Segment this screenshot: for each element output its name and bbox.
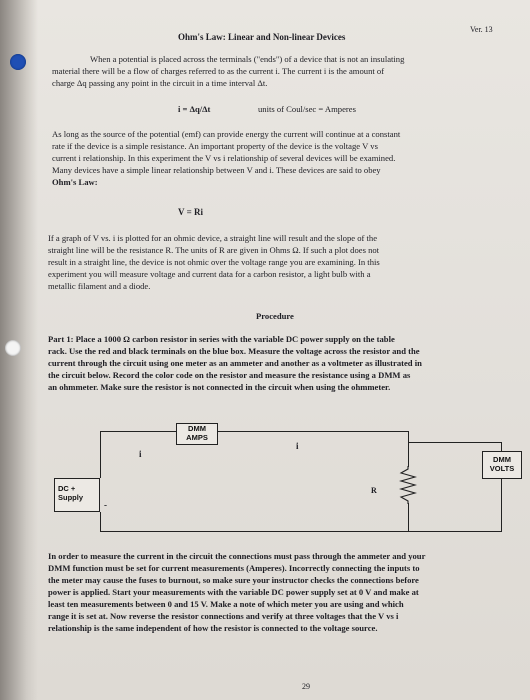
page-number: 29 [302, 682, 310, 691]
current-label-right: i [296, 441, 299, 451]
para3-line-3: result in a straight line, the device is not ohmic over the voltage range you are examining. In this [48, 257, 380, 267]
para2-line-1: As long as the source of the potential (emf) can provide energy the current will continue at a constant [52, 129, 401, 139]
intro-line-3: charge Δq passing any point in the circuit in a time interval Δt. [52, 78, 268, 88]
supply-label-dc: DC + [58, 484, 76, 493]
supply-label-supply: Supply [58, 493, 84, 502]
voltmeter-label-dmm: DMM [493, 455, 511, 464]
voltmeter-label-volts: VOLTS [489, 464, 515, 473]
voltmeter-right-wire-bottom [501, 478, 502, 532]
para4-line-6: range it is set at. Now reverse the resistor connections and verify at three voltages that the V vs i [48, 611, 399, 621]
part1-line-1: Part 1: Place a 1000 Ω carbon resistor in series with the variable DC power supply on the table [48, 334, 395, 344]
intro-line-1: When a potential is placed across the terminals ("ends") of a device that is not an insulating [90, 54, 405, 64]
para4-line-3: the meter may cause the fuses to burnout, so make sure your instructor checks the connections before [48, 575, 419, 585]
para2-line-3: current i relationship. In this experiment the V vs i relationship of several devices will be examined. [52, 153, 396, 163]
resistor-label: R [371, 486, 377, 495]
part1-line-5: an ohmmeter. Make sure the resistor is not connected in the circuit when using the ohmmeter. [48, 382, 391, 392]
para4-line-1: In order to measure the current in the circuit the connections must pass through the ammeter and your [48, 551, 426, 561]
resistor-symbol [398, 466, 418, 504]
document-title: Ohm's Law: Linear and Non-linear Devices [178, 32, 346, 42]
para4-line-5: least ten measurements between 0 and 15 V. Make a note of which meter you are using and which [48, 599, 404, 609]
ohms-law-formula: V = Ri [178, 207, 203, 217]
binder-hole-bottom [5, 340, 21, 356]
part1-line-3: current through the circuit using one meter as an ammeter and another as a voltmeter as illustrated in [48, 358, 422, 368]
para4-line-2: DMM function must be set for current measurements (Amperes). Incorrectly connecting the inputs to [48, 563, 420, 573]
intro-line-2: material there will be a flow of charges referred to as the current i. The current i is the amount of [52, 66, 385, 76]
para2-line-4: Many devices have a simple linear relationship between V and i. These devices are said to obey [52, 165, 381, 175]
para3-line-5: metallic filament and a diode. [48, 281, 151, 291]
voltmeter-top-wire [408, 442, 502, 443]
dmm-voltmeter [482, 451, 522, 479]
procedure-heading: Procedure [256, 311, 294, 321]
part1-line-2: rack. Use the red and black terminals on the blue box. Measure the voltage across the resistor and the [48, 346, 420, 356]
dmm-ammeter [176, 423, 218, 445]
circuit-left-wire-bottom [100, 512, 101, 532]
circuit-right-wire-top [408, 431, 409, 467]
para3-line-4: experiment you will measure voltage and current data for a carbon resistor, a light bulb with a [48, 269, 371, 279]
circuit-top-wire-left [100, 431, 176, 432]
circuit-bottom-wire [100, 531, 502, 532]
ammeter-label-dmm: DMM [188, 424, 206, 433]
current-units: units of Coul/sec = Amperes [258, 104, 356, 114]
circuit-right-wire-bottom [408, 503, 409, 532]
supply-minus-sign: - [104, 500, 107, 510]
para3-line-2: straight line will be the resistance R. The units of R are given in Ohms Ω. If such a plot does not [48, 245, 380, 255]
para2-line-5: Ohm's Law: [52, 177, 98, 187]
para2-line-2: rate if the device is a simple resistance. An important property of the device is the voltage V vs [52, 141, 378, 151]
para4-line-7: relationship is the same independent of how the resistor is connected to the voltage source. [48, 623, 378, 633]
version-label: Ver. 13 [470, 25, 493, 34]
dc-power-supply [54, 478, 100, 512]
part1-line-4: the circuit below. Record the color code on the resistor and measure the resistance using a DMM as [48, 370, 411, 380]
circuit-top-wire-right [218, 431, 408, 432]
binder-hole-top [10, 54, 26, 70]
circuit-left-wire-top [100, 431, 101, 478]
para4-line-4: power is applied. Start your measurements with the variable DC power supply set at 0 V and make at [48, 587, 419, 597]
ammeter-label-amps: AMPS [186, 433, 208, 442]
para3-line-1: If a graph of V vs. i is plotted for an ohmic device, a straight line will result and the slope of the [48, 233, 378, 243]
current-formula: i = Δq/Δt [178, 104, 211, 114]
current-label-left: i [139, 449, 142, 459]
